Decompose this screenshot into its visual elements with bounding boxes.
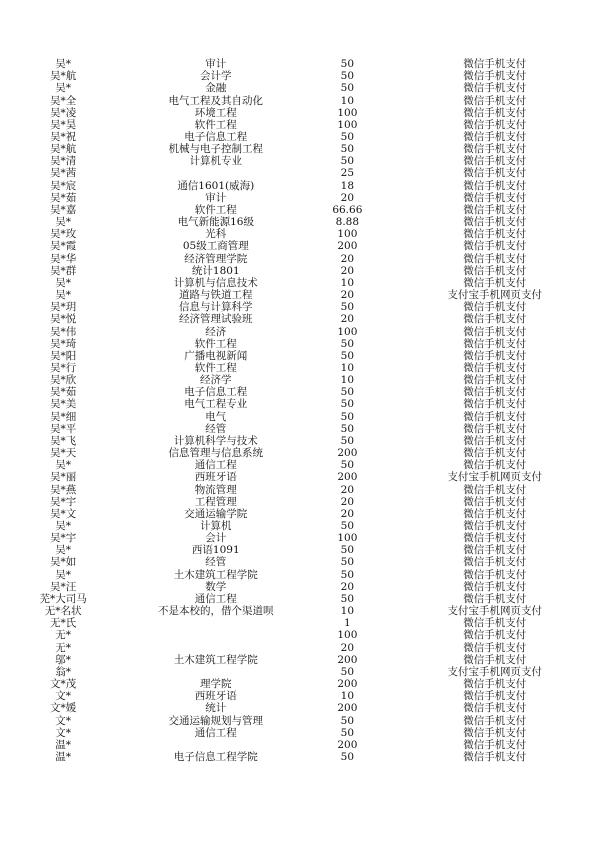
table-row	[0, 301, 600, 313]
amount-cell: 100	[337, 629, 358, 642]
amount-cell: 200	[337, 678, 358, 691]
amount-cell: 50	[340, 750, 355, 763]
amount-cell: 20	[340, 641, 355, 654]
donor-name-cell: 吴*美	[50, 398, 77, 411]
payment-method-cell: 微信手机支付	[463, 240, 527, 253]
amount-cell: 200	[337, 702, 358, 715]
table-row	[0, 325, 600, 337]
donor-name-cell: 吴*群	[50, 264, 77, 277]
table-row	[0, 155, 600, 167]
major-cell: 土木建筑工程学院	[173, 653, 258, 666]
amount-cell: 100	[337, 325, 358, 338]
major-cell: 经济学	[200, 374, 232, 387]
major-cell: 信息管理与信息系统	[168, 447, 264, 460]
donor-name-cell: 吴*	[55, 276, 72, 289]
donor-name-cell: 文*茂	[50, 678, 77, 691]
table-row	[0, 253, 600, 265]
payment-method-cell: 微信手机支付	[463, 641, 527, 654]
amount-cell: 50	[340, 434, 355, 447]
payment-method-cell: 微信手机支付	[463, 653, 527, 666]
amount-cell: 20	[340, 252, 355, 265]
major-cell: 道路与铁道工程	[179, 289, 253, 302]
table-row	[0, 386, 600, 398]
major-cell: 电子信息工程	[184, 386, 248, 399]
donor-name-cell: 吴*汪	[50, 580, 77, 593]
major-cell	[126, 739, 305, 751]
amount-cell: 20	[340, 580, 355, 593]
amount-cell: 200	[337, 471, 358, 484]
amount-cell: 20	[340, 264, 355, 277]
major-cell: 电气新能源16级	[177, 216, 254, 229]
amount-cell: 100	[337, 532, 358, 545]
donor-name-cell: 芜*大司马	[39, 592, 87, 605]
payment-method-cell: 微信手机支付	[463, 131, 527, 144]
amount-cell: 50	[340, 143, 355, 156]
major-cell: 审计	[205, 191, 227, 204]
payment-method-cell: 微信手机支付	[463, 556, 527, 569]
table-row	[0, 727, 600, 739]
major-cell: 电气工程专业	[184, 398, 248, 411]
amount-cell: 200	[337, 240, 358, 253]
major-cell	[126, 666, 305, 678]
donor-name-cell: 吴*伟	[50, 325, 77, 338]
payment-method-cell: 微信手机支付	[463, 592, 527, 605]
donor-name-cell: 吴*平	[50, 422, 77, 435]
table-row	[0, 435, 600, 447]
amount-cell: 10	[340, 374, 355, 387]
amount-cell: 50	[340, 592, 355, 605]
amount-cell: 50	[340, 337, 355, 350]
table-row	[0, 58, 600, 70]
table-row	[0, 70, 600, 82]
table-row	[0, 593, 600, 605]
amount-cell: 8.88	[335, 216, 360, 229]
amount-cell: 10	[340, 94, 355, 107]
major-cell: 计算机专业	[189, 155, 243, 168]
donor-name-cell: 吴*清	[50, 155, 77, 168]
major-cell: 审计	[205, 58, 227, 71]
payment-method-cell: 微信手机支付	[463, 750, 527, 763]
payment-method-cell: 微信手机支付	[463, 714, 527, 727]
amount-cell: 50	[340, 349, 355, 362]
table-row	[0, 180, 600, 192]
table-row	[0, 289, 600, 301]
payment-method-cell: 微信手机支付	[463, 459, 527, 472]
payment-method-cell: 微信手机支付	[463, 386, 527, 399]
amount-cell: 200	[337, 738, 358, 751]
donor-name-cell: 吴*霞	[50, 240, 77, 253]
amount-cell: 18	[340, 179, 355, 192]
amount-cell: 50	[340, 665, 355, 678]
donor-name-cell: 温*	[55, 738, 72, 751]
amount-cell: 20	[340, 495, 355, 508]
payment-method-cell: 微信手机支付	[463, 179, 527, 192]
table-row	[0, 216, 600, 228]
table-row	[0, 447, 600, 459]
payment-method-cell: 微信手机支付	[463, 337, 527, 350]
table-row	[0, 714, 600, 726]
amount-cell: 50	[340, 556, 355, 569]
donor-name-cell: 吴*飞	[50, 434, 77, 447]
payment-method-cell: 微信手机支付	[463, 483, 527, 496]
table-row	[0, 483, 600, 495]
donor-name-cell: 文*媛	[50, 702, 77, 715]
donor-name-cell: 吴*	[55, 289, 72, 302]
donor-name-cell: 吴*悦	[50, 313, 77, 326]
major-cell: 电子信息工程	[184, 131, 248, 144]
major-cell: 物流管理	[194, 483, 237, 496]
major-cell: 西班牙语	[194, 471, 237, 484]
payment-method-cell: 微信手机支付	[463, 726, 527, 739]
amount-cell: 25	[340, 167, 355, 180]
amount-cell: 100	[337, 228, 358, 241]
payment-method-cell: 微信手机支付	[463, 203, 527, 216]
major-cell: 不是本校的，借个渠道呗	[158, 605, 274, 618]
table-row	[0, 107, 600, 119]
table-row	[0, 678, 600, 690]
payment-method-cell: 微信手机支付	[463, 167, 527, 180]
donor-name-cell: 吴*如	[50, 556, 77, 569]
payment-method-cell: 微信手机支付	[463, 447, 527, 460]
major-cell: 05级工商管理	[182, 240, 249, 253]
donor-name-cell: 吴*航	[50, 70, 77, 83]
table-row	[0, 398, 600, 410]
amount-cell: 50	[340, 410, 355, 423]
table-row	[0, 228, 600, 240]
payment-method-cell: 微信手机支付	[463, 216, 527, 229]
donor-name-cell: 吴*嘉	[50, 203, 77, 216]
major-cell: 机械与电子控制工程	[168, 143, 264, 156]
amount-cell: 20	[340, 191, 355, 204]
payment-method-cell: 微信手机支付	[463, 264, 527, 277]
payment-method-cell: 微信手机支付	[463, 191, 527, 204]
table-row	[0, 532, 600, 544]
payment-method-cell: 微信手机支付	[463, 143, 527, 156]
amount-cell: 50	[340, 301, 355, 314]
donor-name-cell: 文*	[55, 726, 72, 739]
payment-method-cell: 微信手机支付	[463, 738, 527, 751]
table-row	[0, 338, 600, 350]
donor-name-cell: 吴*航	[50, 143, 77, 156]
table-row	[0, 581, 600, 593]
payment-method-cell: 微信手机支付	[463, 544, 527, 557]
table-row	[0, 265, 600, 277]
donor-name-cell: 吴*	[55, 216, 72, 229]
table-row	[0, 569, 600, 581]
major-cell: 软件工程	[194, 337, 237, 350]
table-row	[0, 411, 600, 423]
amount-cell: 20	[340, 483, 355, 496]
table-row	[0, 277, 600, 289]
major-cell: 软件工程	[194, 118, 237, 131]
amount-cell: 10	[340, 605, 355, 618]
major-cell	[126, 642, 305, 654]
payment-method-cell: 微信手机支付	[463, 313, 527, 326]
table-row	[0, 617, 600, 629]
table-row	[0, 642, 600, 654]
major-cell: 交通运输规划与管理	[168, 714, 264, 727]
table-row	[0, 690, 600, 702]
donor-name-cell: 吴*	[55, 459, 72, 472]
amount-cell: 200	[337, 447, 358, 460]
payment-method-cell: 微信手机支付	[463, 325, 527, 338]
major-cell: 电气	[205, 410, 227, 423]
major-cell: 土木建筑工程学院	[173, 568, 258, 581]
payment-method-cell: 微信手机支付	[463, 520, 527, 533]
donor-name-cell: 吴*文	[50, 507, 77, 520]
major-cell: 经管	[205, 422, 227, 435]
donor-name-cell: 吴*茜	[50, 167, 77, 180]
amount-cell: 100	[337, 118, 358, 131]
table-row	[0, 739, 600, 751]
major-cell: 计算机	[200, 520, 232, 533]
donor-name-cell: 吴*茹	[50, 386, 77, 399]
payment-method-cell: 微信手机支付	[463, 374, 527, 387]
donor-name-cell: 无*	[55, 629, 72, 642]
major-cell: 电气工程及其自动化	[168, 94, 264, 107]
amount-cell: 50	[340, 131, 355, 144]
payment-method-cell: 微信手机支付	[463, 629, 527, 642]
amount-cell: 50	[340, 459, 355, 472]
major-cell: 经济	[205, 325, 227, 338]
table-row	[0, 192, 600, 204]
payment-method-cell: 微信手机支付	[463, 349, 527, 362]
major-cell: 理学院	[200, 678, 232, 691]
amount-cell: 50	[340, 82, 355, 95]
major-cell: 统计1801	[191, 264, 240, 277]
donor-name-cell: 吴*欣	[50, 374, 77, 387]
major-cell: 计算机与信息技术	[173, 276, 258, 289]
donation-table	[0, 58, 600, 763]
amount-cell: 50	[340, 422, 355, 435]
payment-method-cell: 微信手机支付	[463, 276, 527, 289]
donor-name-cell: 文*	[55, 690, 72, 703]
payment-method-cell: 微信手机支付	[463, 678, 527, 691]
donation-sheet	[0, 58, 600, 763]
table-row	[0, 131, 600, 143]
donor-name-cell: 吴*茹	[50, 191, 77, 204]
table-row	[0, 751, 600, 763]
payment-method-cell: 微信手机支付	[463, 58, 527, 71]
amount-cell: 20	[340, 313, 355, 326]
major-cell: 数学	[205, 580, 227, 593]
major-cell: 工程管理	[194, 495, 237, 508]
donor-name-cell: 吴*天	[50, 447, 77, 460]
major-cell: 金融	[205, 82, 227, 95]
donor-name-cell: 吴*	[55, 58, 72, 71]
payment-method-cell: 支付宝手机网页支付	[447, 665, 542, 678]
table-row	[0, 374, 600, 386]
major-cell: 西班牙语	[194, 690, 237, 703]
major-cell	[126, 167, 305, 179]
donor-name-cell: 吴*	[55, 544, 72, 557]
major-cell: 软件工程	[194, 361, 237, 374]
major-cell: 电子信息工程学院	[173, 750, 258, 763]
table-row	[0, 520, 600, 532]
major-cell: 通信工程	[194, 459, 237, 472]
donor-name-cell: 吴*玫	[50, 228, 77, 241]
donor-name-cell: 无*氏	[50, 617, 77, 630]
major-cell: 信息与计算科学	[179, 301, 253, 314]
donor-name-cell: 吴*	[55, 520, 72, 533]
table-row	[0, 702, 600, 714]
payment-method-cell: 微信手机支付	[463, 94, 527, 107]
table-row	[0, 544, 600, 556]
donor-name-cell: 翁*	[55, 665, 72, 678]
payment-method-cell: 支付宝手机网页支付	[447, 605, 542, 618]
table-row	[0, 629, 600, 641]
major-cell: 通信1601(威海)	[177, 179, 255, 192]
table-row	[0, 350, 600, 362]
amount-cell: 20	[340, 289, 355, 302]
payment-method-cell: 微信手机支付	[463, 617, 527, 630]
donor-name-cell: 吴*琦	[50, 337, 77, 350]
payment-method-cell: 微信手机支付	[463, 228, 527, 241]
payment-method-cell: 微信手机支付	[463, 507, 527, 520]
table-row	[0, 508, 600, 520]
major-cell: 经济管理学院	[184, 252, 248, 265]
major-cell: 环境工程	[194, 106, 237, 119]
payment-method-cell: 微信手机支付	[463, 568, 527, 581]
amount-cell: 50	[340, 386, 355, 399]
payment-method-cell: 微信手机支付	[463, 252, 527, 265]
donation-table-body	[0, 58, 600, 763]
major-cell: 广播电视新闻	[184, 349, 248, 362]
donor-name-cell: 温*	[55, 750, 72, 763]
table-row	[0, 471, 600, 483]
payment-method-cell: 支付宝手机网页支付	[447, 471, 542, 484]
amount-cell: 66.66	[332, 203, 363, 216]
amount-cell: 50	[340, 70, 355, 83]
major-cell: 西语1091	[191, 544, 240, 557]
payment-method-cell: 微信手机支付	[463, 422, 527, 435]
major-cell: 会计	[205, 532, 227, 545]
donor-name-cell: 吴*宇	[50, 495, 77, 508]
table-row	[0, 423, 600, 435]
major-cell: 计算机科学与技术	[173, 434, 258, 447]
major-cell: 交通运输学院	[184, 507, 248, 520]
table-row	[0, 143, 600, 155]
major-cell: 经管	[205, 556, 227, 569]
table-row	[0, 119, 600, 131]
payment-method-cell: 微信手机支付	[463, 70, 527, 83]
table-row	[0, 362, 600, 374]
payment-method-cell: 微信手机支付	[463, 690, 527, 703]
major-cell: 统计	[205, 702, 227, 715]
donor-name-cell: 吴*全	[50, 94, 77, 107]
amount-cell: 50	[340, 544, 355, 557]
amount-cell: 1	[344, 617, 351, 630]
amount-cell: 10	[340, 690, 355, 703]
table-row	[0, 459, 600, 471]
amount-cell: 50	[340, 726, 355, 739]
amount-cell: 10	[340, 276, 355, 289]
amount-cell: 50	[340, 568, 355, 581]
table-row	[0, 313, 600, 325]
table-row	[0, 556, 600, 568]
donor-name-cell: 文*	[55, 714, 72, 727]
table-row	[0, 167, 600, 179]
table-row	[0, 240, 600, 252]
payment-method-cell: 微信手机支付	[463, 361, 527, 374]
payment-method-cell: 支付宝手机网页支付	[447, 289, 542, 302]
donor-name-cell: 吴*行	[50, 361, 77, 374]
major-cell	[126, 629, 305, 641]
payment-method-cell: 微信手机支付	[463, 580, 527, 593]
major-cell: 经济管理试验班	[179, 313, 253, 326]
payment-method-cell: 微信手机支付	[463, 410, 527, 423]
amount-cell: 20	[340, 507, 355, 520]
donor-name-cell: 吴*燕	[50, 483, 77, 496]
donor-name-cell: 吴*细	[50, 410, 77, 423]
amount-cell: 50	[340, 398, 355, 411]
donor-name-cell: 吴*玥	[50, 301, 77, 314]
payment-method-cell: 微信手机支付	[463, 118, 527, 131]
table-row	[0, 82, 600, 94]
amount-cell: 100	[337, 106, 358, 119]
amount-cell: 200	[337, 653, 358, 666]
payment-method-cell: 微信手机支付	[463, 301, 527, 314]
donor-name-cell: 邬*	[55, 653, 72, 666]
donor-name-cell: 吴*昊	[50, 118, 77, 131]
amount-cell: 50	[340, 58, 355, 71]
payment-method-cell: 微信手机支付	[463, 702, 527, 715]
amount-cell: 50	[340, 520, 355, 533]
payment-method-cell: 微信手机支付	[463, 434, 527, 447]
table-row	[0, 204, 600, 216]
major-cell	[126, 617, 305, 629]
payment-method-cell: 微信手机支付	[463, 106, 527, 119]
donor-name-cell: 吴*	[55, 568, 72, 581]
payment-method-cell: 微信手机支付	[463, 532, 527, 545]
amount-cell: 50	[340, 155, 355, 168]
table-row	[0, 666, 600, 678]
donor-name-cell: 吴*宇	[50, 532, 77, 545]
donor-name-cell: 无*名状	[44, 605, 82, 618]
major-cell: 软件工程	[194, 203, 237, 216]
donor-name-cell: 吴*祝	[50, 131, 77, 144]
donor-name-cell: 无*	[55, 641, 72, 654]
payment-method-cell: 微信手机支付	[463, 398, 527, 411]
amount-cell: 50	[340, 714, 355, 727]
donor-name-cell: 吴*华	[50, 252, 77, 265]
donor-name-cell: 吴*	[55, 82, 72, 95]
major-cell: 通信工程	[194, 592, 237, 605]
major-cell: 会计学	[200, 70, 232, 83]
table-row	[0, 94, 600, 106]
table-row	[0, 605, 600, 617]
donor-name-cell: 吴*阳	[50, 349, 77, 362]
table-row	[0, 496, 600, 508]
payment-method-cell: 微信手机支付	[463, 495, 527, 508]
table-row	[0, 654, 600, 666]
major-cell: 通信工程	[194, 726, 237, 739]
donor-name-cell: 吴*凌	[50, 106, 77, 119]
donor-name-cell: 吴*丽	[50, 471, 77, 484]
payment-method-cell: 微信手机支付	[463, 82, 527, 95]
donor-name-cell: 吴*宸	[50, 179, 77, 192]
payment-method-cell: 微信手机支付	[463, 155, 527, 168]
amount-cell: 10	[340, 361, 355, 374]
major-cell: 光科	[205, 228, 227, 241]
